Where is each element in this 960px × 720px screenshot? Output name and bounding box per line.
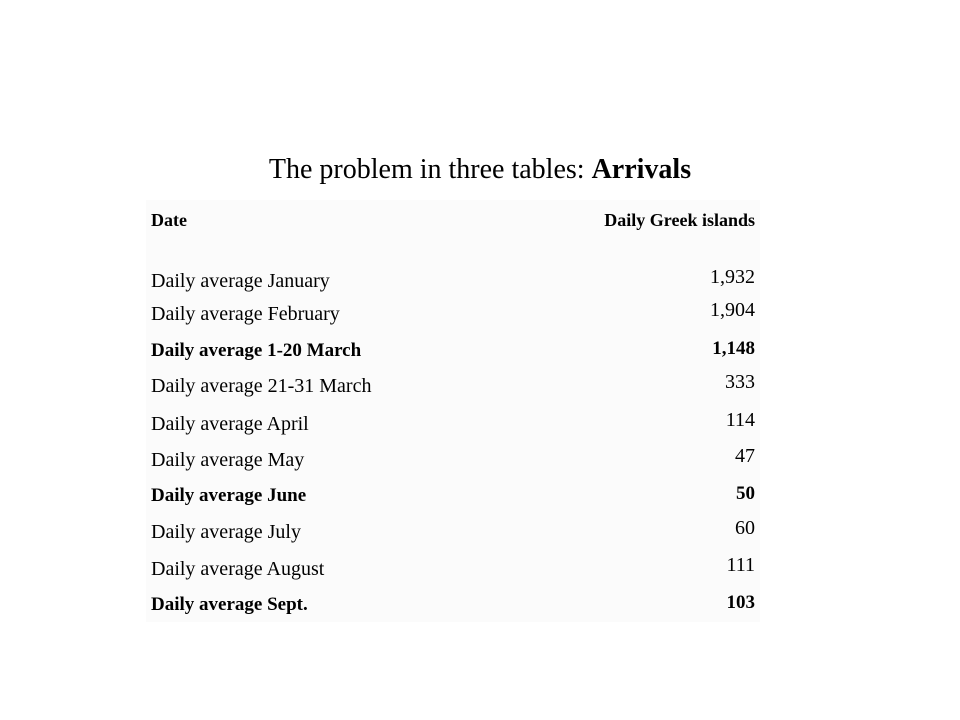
table-row	[151, 336, 755, 366]
row-value: 50	[736, 483, 755, 504]
row-label: Daily average 21-31 March	[151, 375, 372, 397]
title-prefix: The problem in three tables:	[268, 154, 592, 185]
row-value: 333	[725, 371, 755, 393]
table-row	[151, 590, 755, 620]
row-value: 103	[726, 592, 755, 613]
row-label: Daily average July	[151, 521, 301, 543]
row-value: 1,904	[710, 299, 755, 321]
row-label: Daily average August	[151, 558, 325, 580]
row-label: Daily average April	[151, 413, 309, 435]
row-label: Daily average 1-20 March	[151, 340, 362, 361]
row-label: Daily average February	[151, 303, 340, 325]
row-value: 114	[725, 409, 755, 431]
table-row	[151, 481, 755, 511]
row-value: 1,932	[710, 266, 755, 288]
row-value: 111	[726, 554, 755, 576]
row-label: Daily average May	[151, 449, 305, 471]
table-row	[151, 517, 755, 547]
row-label: Daily average Sept.	[151, 594, 308, 615]
row-value: 60	[735, 517, 755, 539]
arrivals-table	[146, 200, 760, 622]
table-row	[151, 445, 755, 475]
title-emphasis: Arrivals	[591, 154, 692, 185]
slide-title	[0, 150, 960, 190]
row-value: 47	[735, 445, 755, 467]
header-islands: Daily Greek islands	[604, 210, 755, 230]
row-label: Daily average January	[151, 270, 330, 292]
table-row	[151, 371, 755, 401]
table-row	[151, 266, 755, 296]
table-header	[151, 206, 755, 234]
header-date: Date	[151, 210, 187, 230]
row-value: 1,148	[712, 338, 755, 359]
row-label: Daily average June	[151, 485, 307, 506]
table-row	[151, 554, 755, 584]
table-row	[151, 409, 755, 439]
table-row	[151, 299, 755, 329]
